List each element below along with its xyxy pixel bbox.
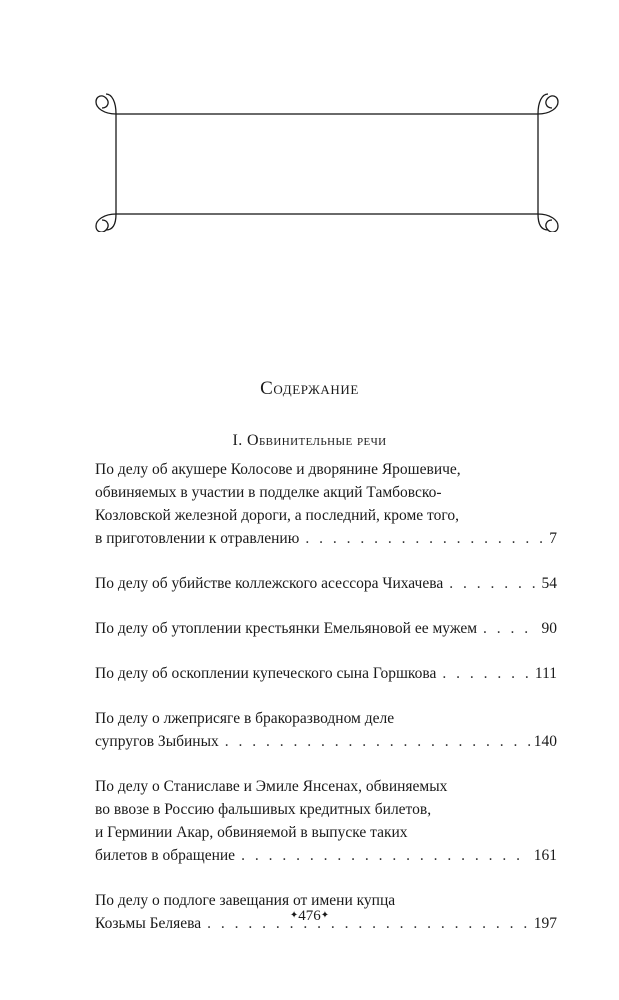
dot-leader bbox=[241, 844, 531, 867]
decorative-frame bbox=[92, 92, 562, 232]
toc-entry-line: По делу о Станиславе и Эмиле Янсенах, обвиняемых bbox=[95, 778, 448, 795]
page-footer bbox=[0, 908, 619, 925]
toc-entry-page: 161 bbox=[533, 847, 557, 864]
toc-entry-line: По делу об оскоплении купеческого сына Горшкова bbox=[95, 665, 437, 682]
toc-entry[interactable] bbox=[95, 662, 557, 685]
toc-entry[interactable] bbox=[95, 572, 557, 595]
star-ornament-icon: ✦ bbox=[320, 910, 330, 921]
toc-entry-line: По делу об утоплении крестьянки Емельяновой ее мужем bbox=[95, 620, 478, 637]
toc-entry[interactable] bbox=[95, 775, 557, 867]
toc-title: Содержание bbox=[260, 378, 359, 399]
toc-entry-line: супругов Зыбиных bbox=[95, 733, 219, 750]
toc-entry-page: 111 bbox=[534, 665, 557, 682]
toc-entry-page: 7 bbox=[549, 530, 557, 547]
dot-leader bbox=[483, 617, 538, 640]
toc-entry-line: во ввозе в Россию фальшивых кредитных билетов, bbox=[95, 801, 432, 818]
dot-leader bbox=[449, 572, 538, 595]
dot-leader bbox=[305, 527, 546, 550]
dot-leader bbox=[442, 662, 532, 685]
star-ornament-icon: ✦ bbox=[289, 910, 299, 921]
toc-entry-line: По делу об акушере Колосове и дворянине Ярошевиче, bbox=[95, 461, 461, 478]
toc-entry-line: Козьмы Беляева bbox=[95, 915, 202, 932]
toc-entry-line: в приготовлении к отравлению bbox=[95, 530, 300, 547]
toc-entry-page: 197 bbox=[533, 915, 557, 932]
toc-entry[interactable] bbox=[95, 617, 557, 640]
toc-entry-line: билетов в обращение bbox=[95, 847, 236, 864]
toc-entry-page: 140 bbox=[533, 733, 557, 750]
toc-entry-page: 54 bbox=[541, 575, 557, 592]
toc-entry-line: и Герминии Акар, обвиняемой в выпуске таких bbox=[95, 824, 408, 841]
toc-entry-line: По делу о подлоге завещания от имени купца bbox=[95, 892, 396, 909]
page-number: 476 bbox=[298, 908, 321, 924]
toc-entries bbox=[95, 458, 557, 935]
decorative-frame-icon bbox=[92, 92, 562, 232]
dot-leader bbox=[225, 730, 531, 753]
toc-entry-line: Козловской железной дороги, а последний, кроме того, bbox=[95, 507, 459, 524]
toc-entry-line: По делу о лжеприсяге в бракоразводном деле bbox=[95, 710, 395, 727]
section-title: I. Обвинительные речи bbox=[232, 432, 387, 449]
toc-entry[interactable] bbox=[95, 458, 557, 550]
toc-entry-line: обвиняемых в участии в подделке акций Тамбовско- bbox=[95, 484, 442, 501]
toc-entry[interactable] bbox=[95, 707, 557, 753]
toc-entry-page: 90 bbox=[541, 620, 557, 637]
toc-entry-line: По делу об убийстве коллежского асессора Чихачева bbox=[95, 575, 444, 592]
